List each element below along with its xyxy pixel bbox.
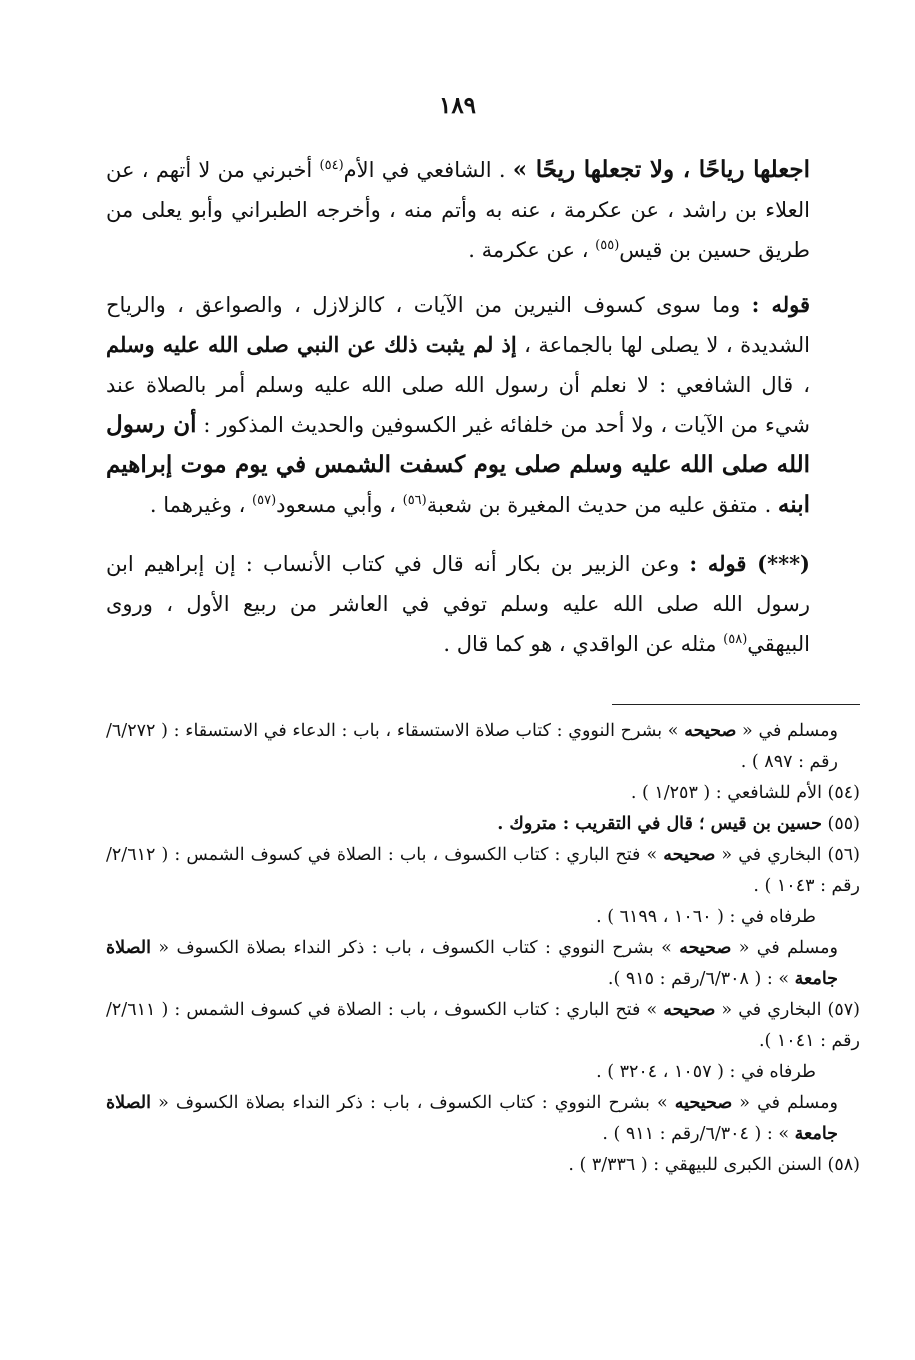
- paragraph-text: أخبرني من لا أتهم ، عن العلاء بن راشد ، عن عكرمة ، عنه به وأتم منه ، وأخرجه الطبراني وأبو يعلى من طريق حسين بن قيس: [106, 158, 810, 262]
- footnote-ref-58: (٥٨): [723, 632, 748, 647]
- footnote-57: (٥٧) البخاري في « صحيحه » فتح الباري : كتاب الكسوف ، باب : الصلاة في كسوف الشمس : ( ٢/٦١١/رقم : ١٠٤١ ).: [106, 1000, 860, 1051]
- paragraph-hadith-continuation: [106, 150, 810, 270]
- emphasis-text: إذ لم يثبت ذلك عن النبي صلى الله عليه وسلم: [106, 332, 517, 357]
- hadith-text: اجعلها رياحًا ، ولا تجعلها ريحًا »: [512, 156, 811, 183]
- qawluhu-label: (***) قوله :: [689, 551, 810, 576]
- paragraph-text: وعن الزبير بن بكار أنه قال في كتاب الأنساب : إن إبراهيم ابن رسول الله صلى الله عليه وسلم توفي في العاشر من ربيع الأول ، وروى البيهقي: [106, 552, 810, 656]
- footnote-56-muslim: ومسلم في « صحيحه » بشرح النووي : كتاب الكسوف ، باب : ذكر النداء بصلاة الكسوف « الصلاة جامعة » : ( ٦/٣٠٨/رقم : ٩١٥ ).: [106, 938, 838, 989]
- paragraph-eclipse-ruling: [106, 285, 810, 525]
- footnote-ref-56: (٥٦): [402, 493, 427, 508]
- page-number: ١٨٩: [438, 92, 477, 119]
- footnote-56: (٥٦) البخاري في « صحيحه » فتح الباري : كتاب الكسوف ، باب : الصلاة في كسوف الشمس : ( ٢/٦١٢/رقم : ١٠٤٣ ) .: [106, 845, 860, 896]
- footnote-57-tarf: طرفاه في : ( ١٠٥٧ ، ٣٢٠٤ ) .: [596, 1062, 816, 1082]
- footnote-ref-57: (٥٧): [252, 493, 277, 508]
- paragraph-text: وما سوى كسوف النيرين من الآيات ، كالزلازل ، والصواعق ، والرياح الشديدة ، لا يصلى لها بالجماعة ،: [106, 293, 810, 357]
- footnote-58: (٥٨) السنن الكبرى للبيهقي : ( ٣/٣٣٦ ) .: [568, 1155, 860, 1175]
- paragraph-text: ، وأبي مسعود: [276, 493, 403, 517]
- paragraph-text: مثله عن الواقدي ، هو كما قال .: [443, 632, 724, 656]
- footnote-56-tarf: طرفاه في : ( ١٠٦٠ ، ٦١٩٩ ) .: [596, 907, 816, 927]
- paragraph-text: ، وغيرهما .: [149, 493, 253, 517]
- footnote-continuation: ومسلم في « صحيحه » بشرح النووي : كتاب صلاة الاستسقاء ، باب : الدعاء في الاستسقاء : ( ٦/٢٧٢/رقم : ٨٩٧ ) .: [106, 721, 838, 772]
- paragraph-text: ، قال الشافعي : لا نعلم أن رسول الله صلى الله عليه وسلم أمر بالصلاة عند شيء من الآيات ، ولا أحد من خلفائه غير الكسوفين والحديث المذكور :: [106, 373, 810, 437]
- paragraph-ibrahim-death: [106, 544, 810, 664]
- footnotes: [106, 716, 860, 1181]
- paragraph-text: . الشافعي في الأم: [343, 158, 513, 182]
- footnote-ref-55: (٥٥): [595, 238, 620, 253]
- footnote-55: (٥٥) حسين بن قيس ؛ قال في التقريب : متروك .: [497, 814, 860, 834]
- footnote-57-muslim: ومسلم في « صحيحيه » بشرح النووي : كتاب الكسوف ، باب : ذكر النداء بصلاة الكسوف « الصلاة جامعة » : ( ٦/٣٠٤/رقم : ٩١١ ) .: [106, 1093, 838, 1144]
- footnote-54: (٥٤) الأم للشافعي : ( ١/٢٥٣ ) .: [630, 783, 860, 803]
- qawluhu-label: قوله :: [751, 292, 810, 317]
- hadith-text: أن رسول الله صلى الله عليه وسلم صلى يوم كسفت الشمس في يوم موت إبراهيم ابنه: [106, 411, 810, 518]
- paragraph-text: ، عن عكرمة .: [468, 238, 596, 262]
- footnote-separator: [612, 704, 860, 705]
- footnote-ref-54: (٥٤): [319, 158, 344, 173]
- paragraph-text: . متفق عليه من حديث المغيرة بن شعبة: [426, 493, 778, 517]
